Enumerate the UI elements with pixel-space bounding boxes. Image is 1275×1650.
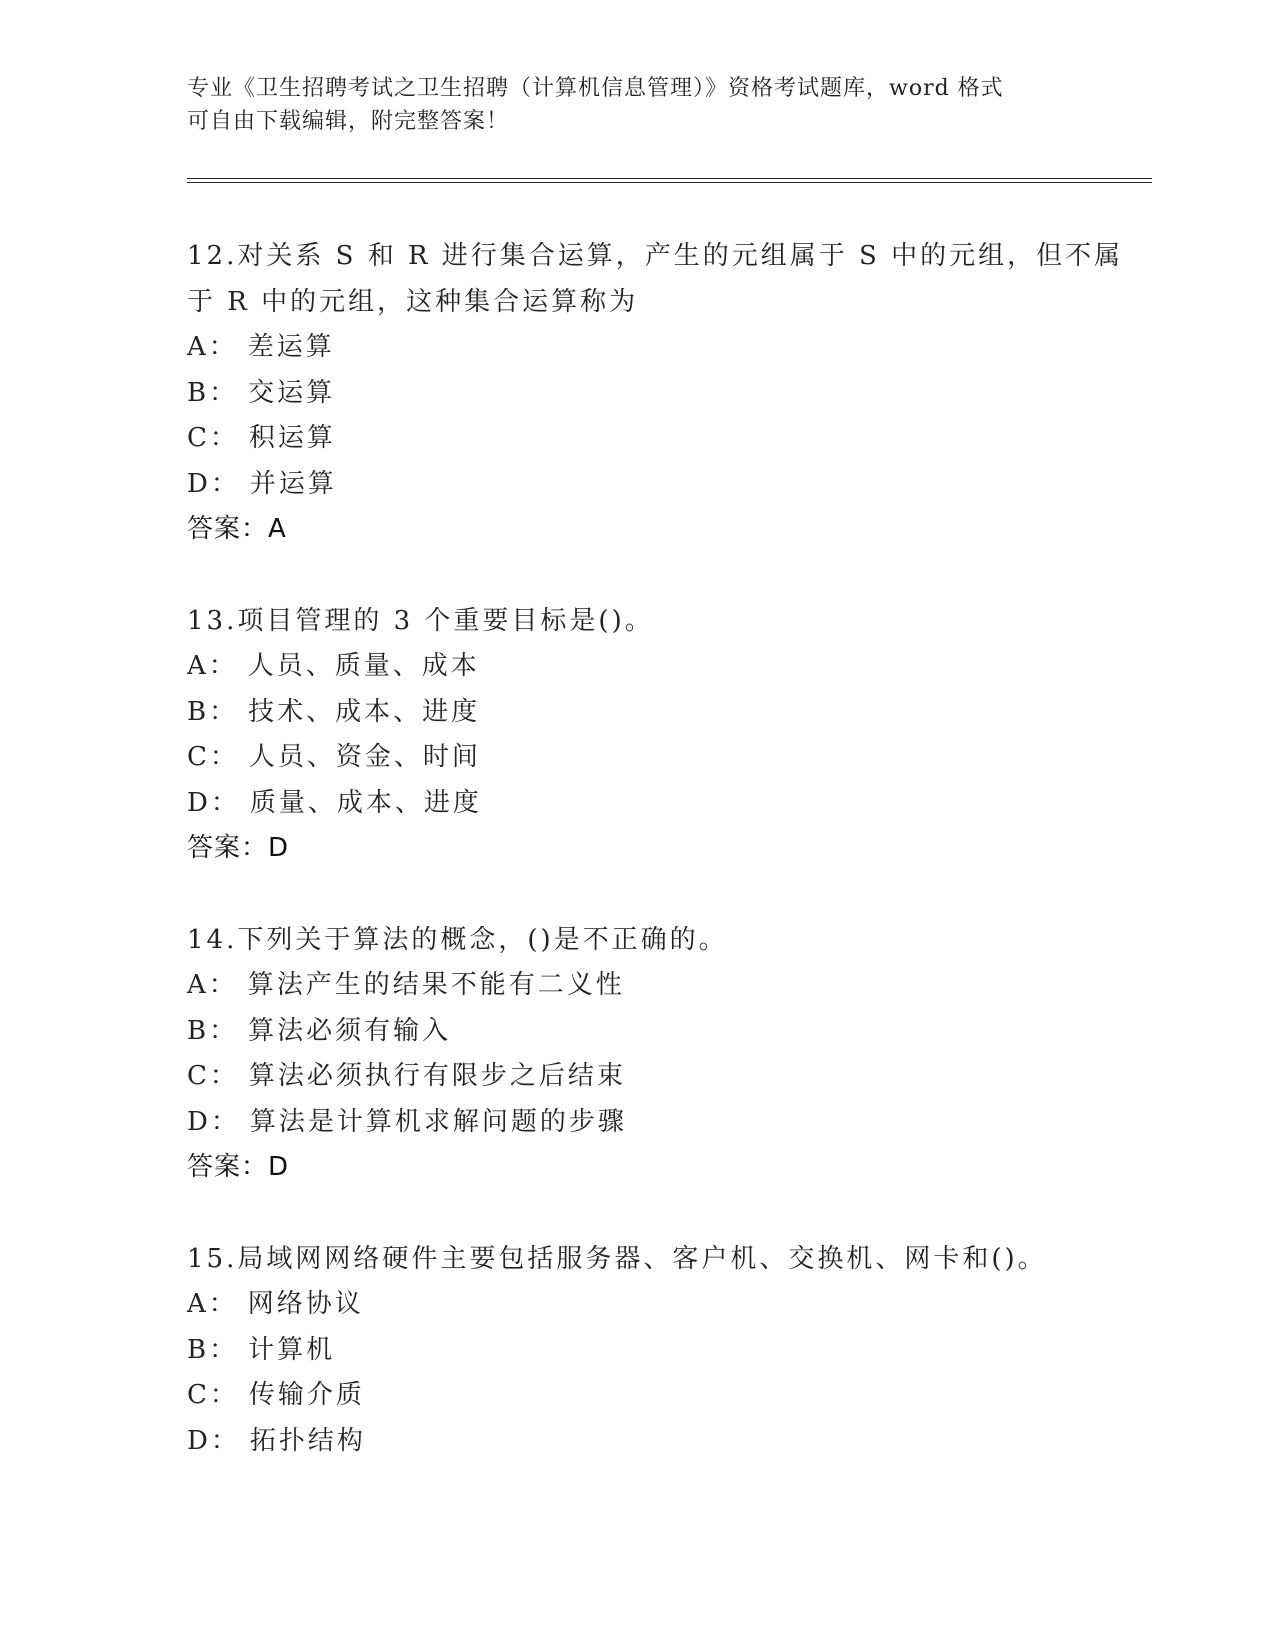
question-stem xyxy=(187,234,1137,325)
option-letter: A： xyxy=(187,970,238,1000)
option-text: 人员、资金、时间 xyxy=(248,742,481,772)
option-d xyxy=(187,781,1137,827)
option-text: 交运算 xyxy=(248,377,336,408)
option-letter: B： xyxy=(187,1015,239,1046)
option-a xyxy=(187,325,1137,371)
answer-line: 答案：D xyxy=(187,1152,290,1182)
question-stem-line-1: 13.项目管理的 3 个重要目标是()。 xyxy=(187,605,654,636)
option-letter: C： xyxy=(187,1061,239,1091)
option-letter: C： xyxy=(187,423,239,453)
option-d xyxy=(187,462,1137,508)
option-b xyxy=(187,690,1137,736)
option-d xyxy=(187,1100,1137,1146)
option-text: 算法产生的结果不能有二义性 xyxy=(247,970,625,1000)
question-stem xyxy=(187,1237,1137,1283)
header-line-2: 可自由下载编辑，附完整答案！ xyxy=(187,109,510,134)
option-b xyxy=(187,1009,1137,1055)
option-letter: B： xyxy=(187,1334,239,1365)
option-text: 质量、成本、进度 xyxy=(249,787,482,818)
answer-line: 答案：D xyxy=(187,833,290,863)
option-text: 拓扑结构 xyxy=(249,1425,366,1456)
option-text: 并运算 xyxy=(249,468,337,499)
option-letter: B： xyxy=(187,696,239,727)
question-13 xyxy=(187,599,1137,872)
header-line-1: 专业《卫生招聘考试之卫生招聘（计算机信息管理）》资格考试题库，word 格式 xyxy=(187,76,1004,101)
option-text: 算法必须有输入 xyxy=(248,1015,452,1046)
option-letter: D： xyxy=(187,1106,240,1137)
option-letter: C： xyxy=(187,742,239,772)
option-letter: D： xyxy=(187,1425,240,1456)
option-c xyxy=(187,1054,1137,1100)
option-c xyxy=(187,1373,1137,1419)
option-text: 传输介质 xyxy=(248,1380,365,1410)
option-text: 算法是计算机求解问题的步骤 xyxy=(249,1106,627,1137)
option-letter: D： xyxy=(187,468,240,499)
option-text: 计算机 xyxy=(248,1334,336,1365)
question-14 xyxy=(187,918,1137,1191)
option-text: 人员、质量、成本 xyxy=(247,651,480,681)
option-letter: B： xyxy=(187,377,239,408)
option-a xyxy=(187,644,1137,690)
option-a xyxy=(187,1282,1137,1328)
question-stem-line-1: 15.局域网网络硬件主要包括服务器、客户机、交换机、网卡和()。 xyxy=(187,1243,1047,1274)
document-header xyxy=(187,72,1067,138)
question-stem-line-2: 于 R 中的元组，这种集合运算称为 xyxy=(187,286,639,317)
option-text: 积运算 xyxy=(248,423,336,453)
option-a xyxy=(187,963,1137,1009)
option-text: 技术、成本、进度 xyxy=(248,696,481,727)
option-letter: A： xyxy=(187,1289,238,1319)
option-c xyxy=(187,735,1137,781)
question-list xyxy=(187,234,1137,1510)
option-letter: A： xyxy=(187,332,238,362)
option-b xyxy=(187,371,1137,417)
question-12 xyxy=(187,234,1137,553)
option-d xyxy=(187,1419,1137,1465)
header-divider xyxy=(187,178,1152,183)
question-stem xyxy=(187,599,1137,645)
answer-line: 答案：A xyxy=(187,514,287,544)
option-text: 算法必须执行有限步之后结束 xyxy=(248,1061,626,1091)
option-b xyxy=(187,1328,1137,1374)
option-c xyxy=(187,416,1137,462)
option-letter: A： xyxy=(187,651,238,681)
question-stem-line-1: 14.下列关于算法的概念，()是不正确的。 xyxy=(187,924,728,955)
option-text: 差运算 xyxy=(247,332,335,362)
question-stem xyxy=(187,918,1137,964)
option-text: 网络协议 xyxy=(247,1289,364,1319)
option-letter: C： xyxy=(187,1380,239,1410)
question-stem-line-1: 12.对关系 S 和 R 进行集合运算，产生的元组属于 S 中的元组，但不属 xyxy=(187,241,1124,271)
question-15 xyxy=(187,1237,1137,1465)
option-letter: D： xyxy=(187,787,240,818)
